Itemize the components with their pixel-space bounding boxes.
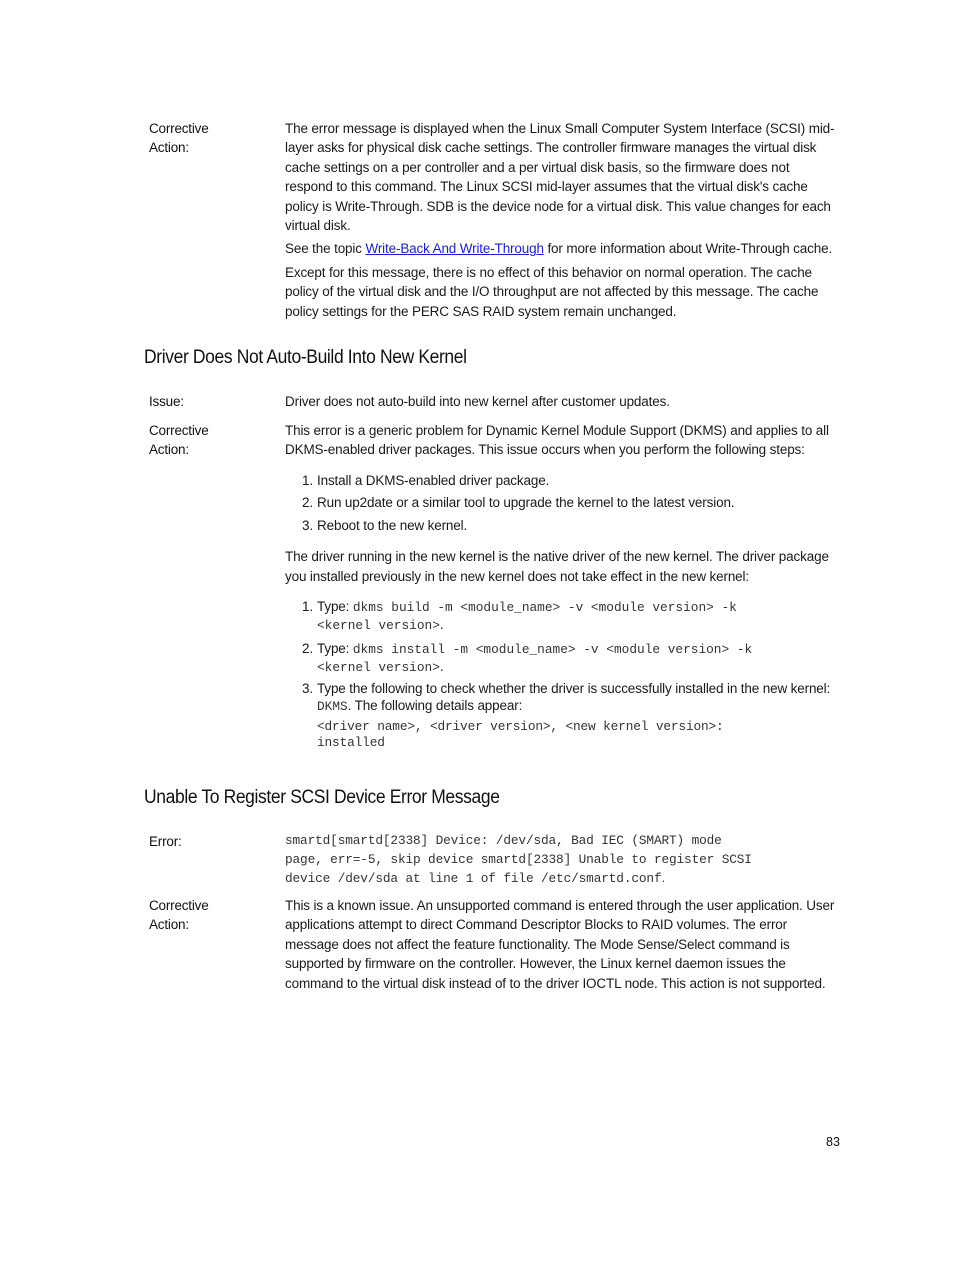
paragraph: Except for this message, there is no effect of this behavior on normal operation. The cache policy of the virtual disk and the I/O throughput are not affected by this message. The cache policy settings for the PERC SAS RAID system remain unchanged. [285, 264, 819, 319]
corrective-action-content [285, 119, 840, 321]
list-item: 2. Run up2date or a similar tool to upgrade the kernel to the latest version. [302, 495, 735, 511]
list-item: 1. Install a DKMS-enabled driver package. [302, 472, 550, 488]
list-item: 2. Type: dkms install -m <module_name> -v <module version> -k <kernel version>. [302, 641, 753, 676]
corrective-action-label: Corrective Action: [149, 121, 209, 156]
steps-list [285, 470, 845, 538]
issue-label: Issue: [149, 394, 184, 409]
commands-list [285, 598, 845, 751]
corrective-action-label: Corrective Action: [149, 898, 209, 933]
corrective-action-content [285, 421, 845, 751]
output-code: <driver name>, <driver version>, <new kernel version>: installed [317, 719, 724, 751]
section-title-scsi-register: Unable To Register SCSI Device Error Message [144, 787, 500, 808]
command-code: dkms build -m <module_name> -v <module version> -k [352, 600, 737, 616]
paragraph: The driver running in the new kernel is the native driver of the new kernel. The driver package you installed previously in the new kernel does not take effect in the new kernel: [285, 549, 829, 584]
section-title-driver-auto-build: Driver Does Not Auto-Build Into New Kernel [144, 347, 467, 368]
corrective-action-content [285, 896, 840, 993]
paragraph: This error is a generic problem for Dynamic Kernel Module Support (DKMS) and applies to all DKMS-enabled driver packages. This issue occurs when you perform the following steps: [285, 423, 829, 458]
paragraph: The error message is displayed when the Linux Small Computer System Interface (SCSI) mid-layer asks for physical disk cache settings. The controller firmware manages the virtual disk cache settings on a per controller and a per virtual disk basis, so the firmware does not respond to this command. The Linux SCSI mid-layer assumes that the virtual disk's cache policy is Write-Through. SDB is the device node for a virtual disk. This value changes for each virtual disk. [285, 121, 835, 234]
corrective-action-label: Corrective Action: [149, 423, 209, 458]
paragraph: This is a known issue. An unsupported command is entered through the user application. User applications attempt to direct Command Descriptor Blocks to RAID volumes. The error message does not affect the feature functionality. The Mode Sense/Select command is supported by firmware on the controller. However, the Linux kernel daemon issues the command to the virtual disk instead of to the driver IOCTL node. This action is not supported. [285, 898, 835, 991]
list-item: 1. Type: dkms build -m <module_name> -v <module version> -k <kernel version>. [302, 599, 737, 634]
issue-text: Driver does not auto-build into new kernel after customer updates. [285, 394, 670, 409]
paragraph: See the topic Write-Back And Write-Through for more information about Write-Through cache. [285, 241, 833, 257]
page-number: 83 [826, 1135, 840, 1149]
error-text: smartd[smartd[2338] Device: /dev/sda, Bad IEC (SMART) mode page, err=-5, skip device smartd[2338] Unable to register SCSI device /dev/sda at line 1 of file /etc/smartd.conf. [285, 833, 752, 886]
list-item: 3. Reboot to the new kernel. [302, 517, 468, 533]
write-back-link[interactable]: Write-Back And Write-Through [365, 241, 544, 257]
list-item: 3. Type the following to check whether the driver is successfully installed in the new kernel: DKMS. The following details appear: <driver name>, <driver version>, <new kernel version>: installed [285, 681, 845, 751]
error-label: Error: [149, 834, 182, 849]
command-code: dkms install -m <module_name> -v <module version> -k [352, 642, 753, 658]
